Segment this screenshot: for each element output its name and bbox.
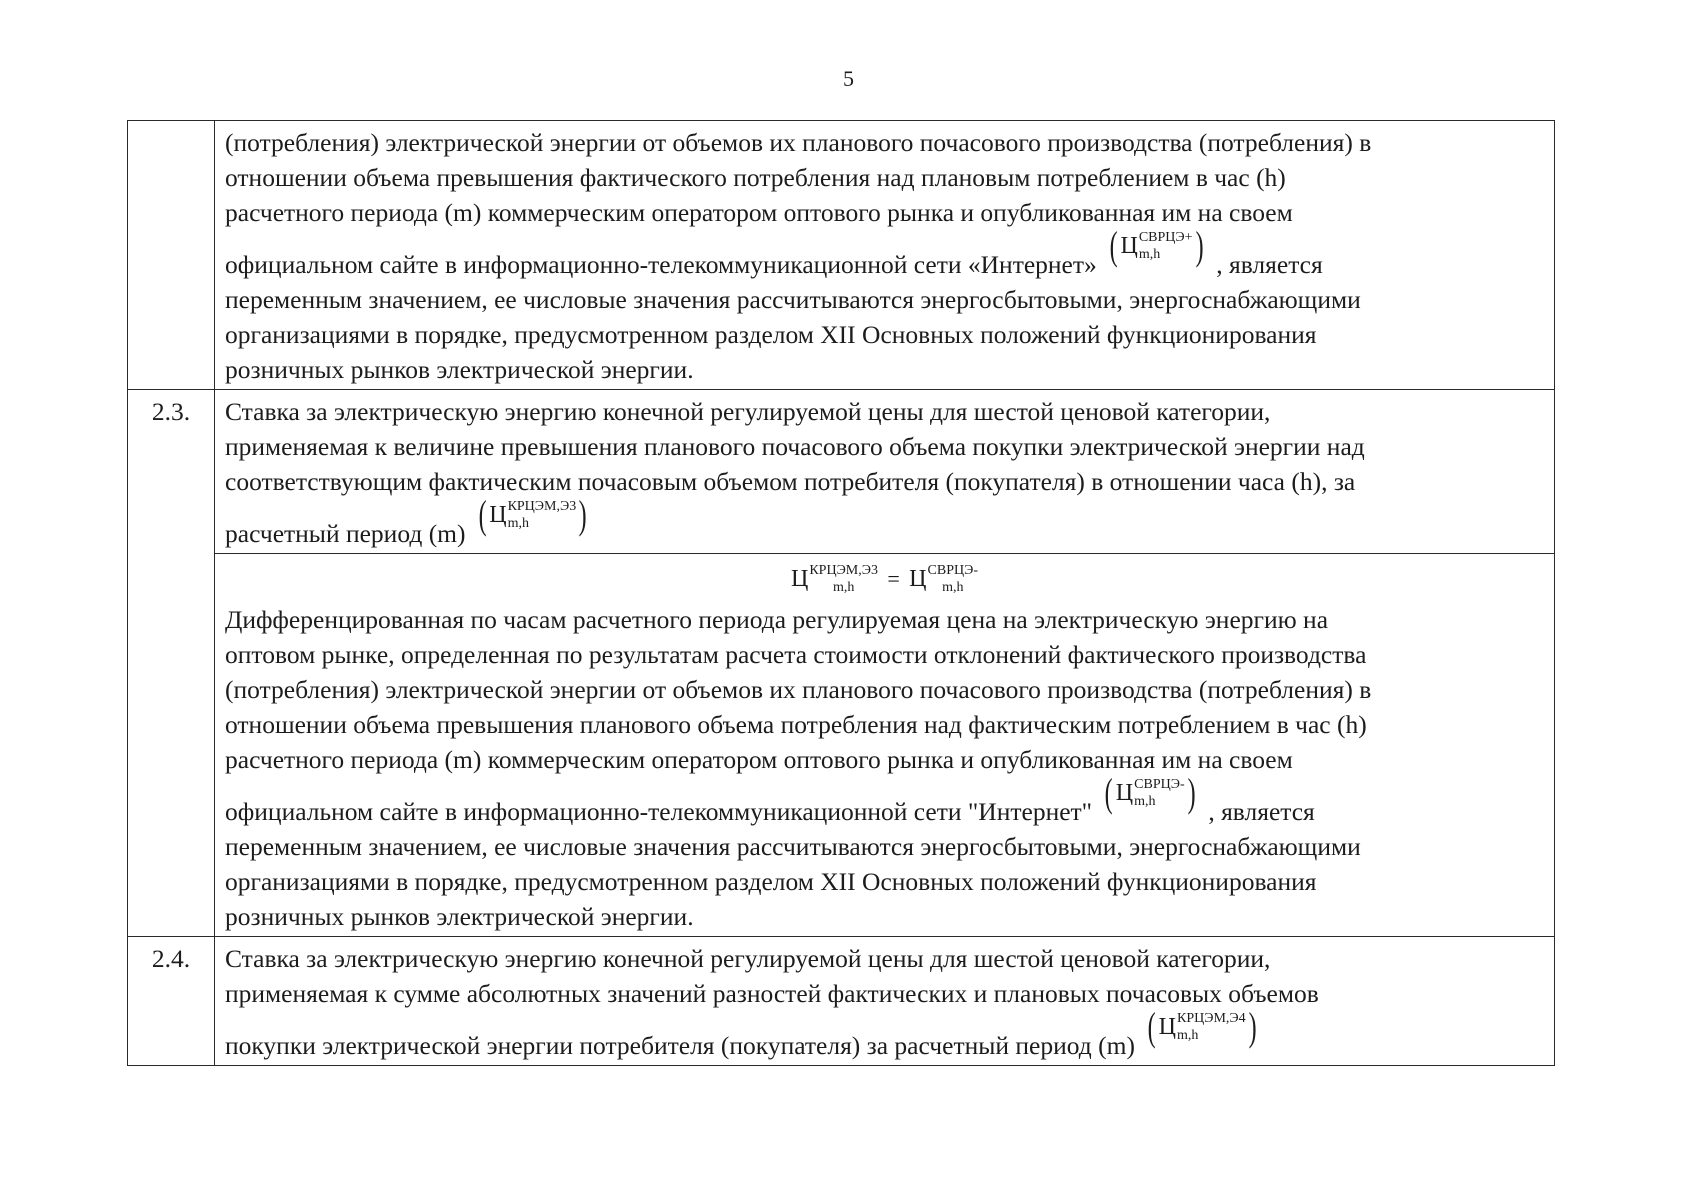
formula-text-line [225, 1004, 1544, 1063]
text-line: расчетного периода (m) коммерческим оператором оптового рынка и опубликованная им на своем [225, 198, 1293, 227]
formula-subscript: m,h [507, 516, 529, 531]
formula-base: Ц [1115, 779, 1134, 806]
formula-base: Ц [1158, 1013, 1176, 1040]
formula-base: Ц [489, 501, 507, 528]
formula-superscript: СВРЦЭ+ [1138, 230, 1193, 245]
tariff-table [127, 120, 1555, 1066]
price-formula: ( Ц СВРЦЭ- m,h ) [1105, 770, 1196, 815]
text-line: розничных рынков электрической энергии. [225, 355, 694, 384]
formula-subscript: m,h [942, 580, 964, 595]
text-line: отношении объема превышения планового объема потребления над фактическим потреблением в час (h) [225, 710, 1367, 739]
text-line: оптовом рынке, определенная по результатам расчета стоимости отклонений фактического производства [225, 640, 1367, 669]
text-fragment: расчетный период (m) [225, 519, 466, 548]
formula-subscript: m,h [1138, 247, 1161, 262]
text-line: (потребления) электрической энергии от объемов их планового почасового производства (потребления) в [225, 675, 1372, 704]
formula-text-line [225, 223, 1544, 282]
formula-subscript: m,h [1134, 794, 1156, 809]
text-line: Ставка за электрическую энергию конечной регулируемой цены для шестой ценовой категории, [225, 397, 1271, 426]
text-line: организациями в порядке, предусмотренном разделом XII Основных положений функционирования [225, 867, 1317, 896]
text-fragment: , является [1208, 797, 1315, 826]
price-formula: ( Ц КРЦЭМ,Э3 m,h ) [478, 492, 587, 537]
text-line: применяемая к величине превышения планового почасового объема покупки электрической энергии над [225, 432, 1365, 461]
formula-text-line [225, 770, 1544, 829]
text-fragment: , является [1216, 250, 1323, 279]
text-line: отношении объема превышения фактического потребления над плановым потреблением в час (h) [225, 163, 1286, 192]
price-formula: ( Ц КРЦЭМ,Э4 m,h ) [1147, 1004, 1257, 1049]
row-number-cell [128, 121, 215, 390]
row-number-cell: 2.3. [128, 390, 215, 937]
text-line: розничных рынков электрической энергии. [225, 902, 694, 931]
text-fragment: официальном сайте в информационно-телекоммуникационной сети "Интернет" [225, 797, 1093, 826]
formula-base: Ц [1120, 232, 1138, 259]
text-line: Дифференцированная по часам расчетного периода регулируемая цена на электрическую энергию на [225, 605, 1329, 634]
text-line: переменным значением, ее числовые значения рассчитываются энергосбытовыми, энергоснабжающими [225, 285, 1361, 314]
formula-text-line [225, 492, 1544, 551]
formula-superscript: СВРЦЭ- [1134, 777, 1185, 792]
equation [225, 558, 1544, 602]
formula-superscript: СВРЦЭ- [927, 563, 978, 578]
row-text-cell [215, 390, 1555, 554]
formula-subscript: m,h [832, 580, 855, 595]
table-row-continuation [128, 121, 1555, 390]
price-formula: ( Ц СВРЦЭ+ m,h ) [1109, 223, 1204, 268]
table-row-2-4 [128, 937, 1555, 1066]
table-row-2-3-definition [128, 554, 1555, 937]
text-line: переменным значением, ее числовые значения рассчитываются энергосбытовыми, энергоснабжающими [225, 832, 1361, 861]
table-row-2-3 [128, 390, 1555, 554]
text-line: (потребления) электрической энергии от объемов их планового почасового производства (потребления) в [225, 128, 1372, 157]
text-line: организациями в порядке, предусмотренном разделом XII Основных положений функционирования [225, 320, 1317, 349]
text-line: Ставка за электрическую энергию конечной регулируемой цены для шестой ценовой категории, [225, 944, 1271, 973]
row-text-cell [215, 121, 1555, 390]
text-fragment: официальном сайте в информационно-телекоммуникационной сети «Интернет» [225, 250, 1097, 279]
row-text-cell [215, 554, 1555, 937]
equals-sign: = [887, 566, 900, 591]
formula-superscript: КРЦЭМ,Э4 [1176, 1011, 1246, 1026]
formula-superscript: КРЦЭМ,Э3 [809, 563, 878, 578]
formula-base: Ц [790, 566, 809, 592]
text-fragment: покупки электрической энергии потребителя (покупателя) за расчетный период (m) [225, 1031, 1135, 1060]
formula-subscript: m,h [1176, 1028, 1199, 1043]
formula-superscript: КРЦЭМ,Э3 [507, 499, 577, 514]
text-line: применяемая к сумме абсолютных значений разностей фактических и плановых почасовых объемов [225, 979, 1319, 1008]
text-line: соответствующим фактическим почасовым объемом потребителя (покупателя) в отношении часа (h), за [225, 467, 1356, 496]
formula-base: Ц [909, 566, 927, 592]
page-number: 5 [843, 66, 854, 91]
text-line: расчетного периода (m) коммерческим оператором оптового рынка и опубликованная им на своем [225, 745, 1293, 774]
row-text-cell [215, 937, 1555, 1066]
row-number-cell: 2.4. [128, 937, 215, 1066]
